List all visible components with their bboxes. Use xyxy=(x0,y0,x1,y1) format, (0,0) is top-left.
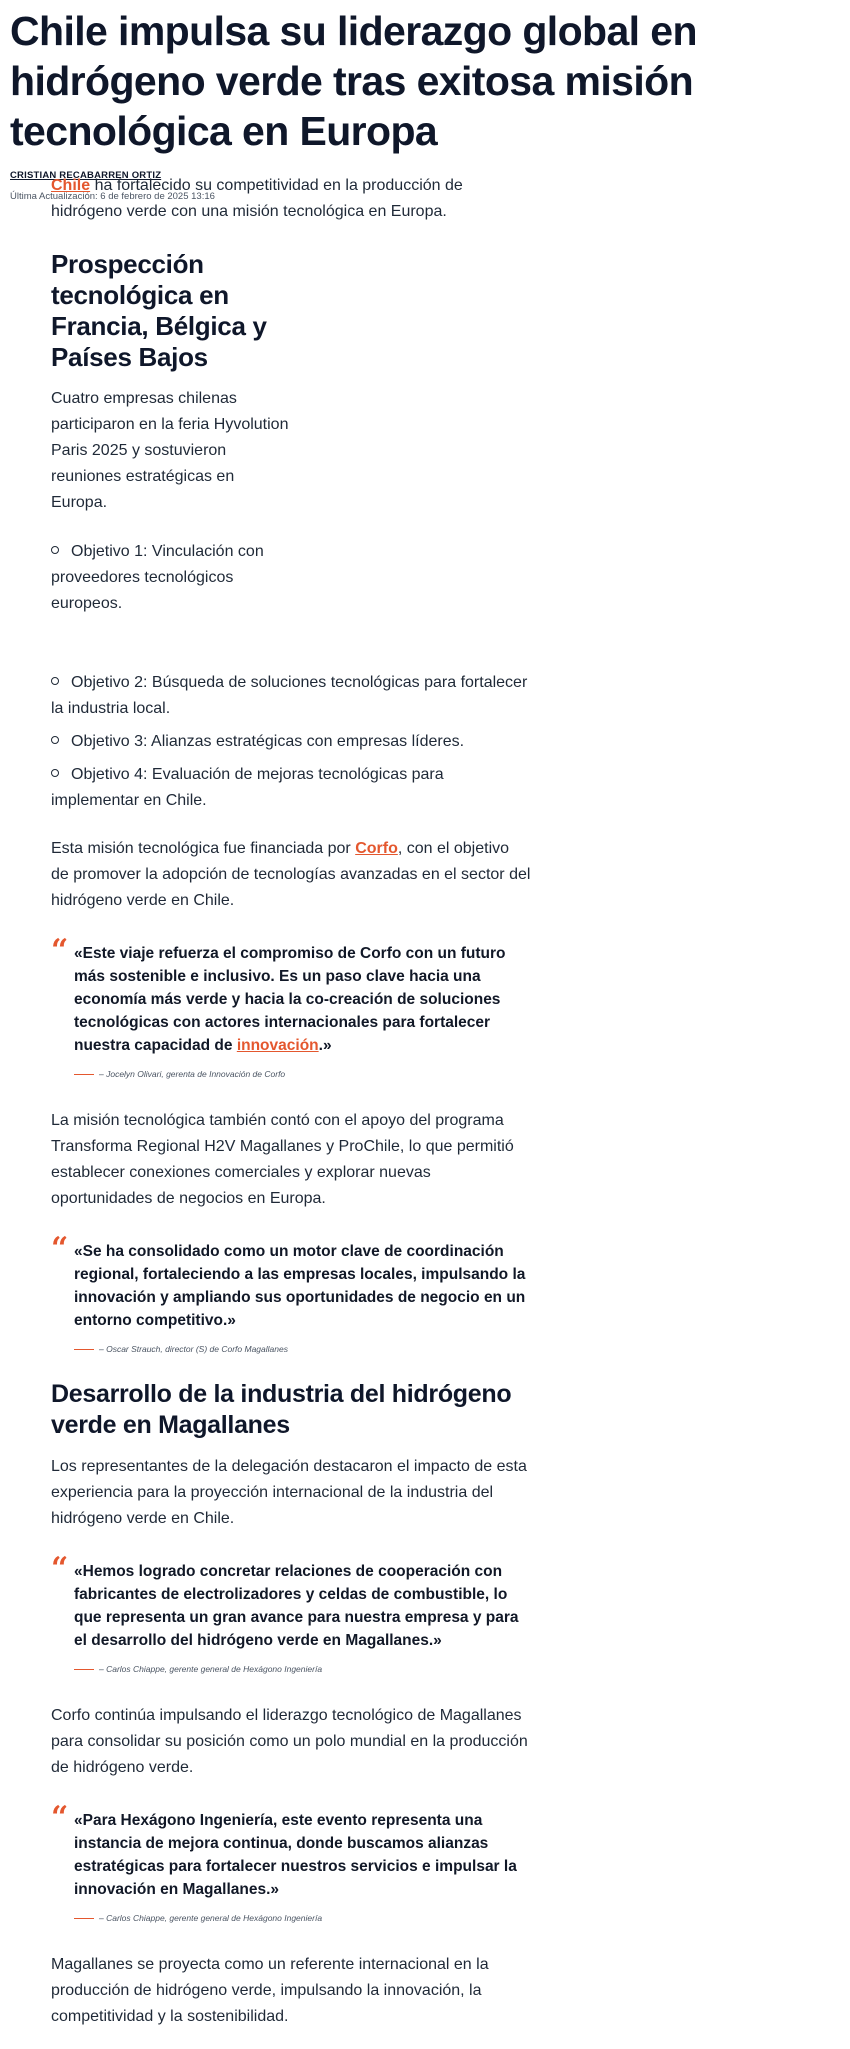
objective-list-2 xyxy=(51,670,531,814)
quote-text: «Se ha consolidado como un motor clave de coordinación regional, fortaleciendo a las empresas locales, impulsando la innovación y ampliando sus oportunidades de negocio en un entorno competitivo.» xyxy=(74,1243,526,1329)
corfo-link[interactable]: Corfo xyxy=(355,840,398,857)
article-header xyxy=(0,0,850,202)
support-paragraph: La misión tecnológica también contó con el apoyo del programa Transforma Regional H2V Magallanes y ProChile, lo que permitió establecer conexiones comerciales y explorar nuevas oportunidades de negocios en Europa. xyxy=(51,1112,514,1207)
quote-text: «Hemos logrado concretar relaciones de cooperación con fabricantes de electrolizadores y celdas de combustible, lo que representa un gran avance para nuestra empresa y para el desarrollo del hidrógeno verde en Magallanes.» xyxy=(74,1563,519,1649)
quote-text: «Este viaje refuerza el compromiso de Corfo con un futuro más sostenible e inclusivo. Es un paso clave hacia una economía más verde y hacia la co-creación de soluciones tecnológicas con actores internacionales para fortalecer nuestra capacidad de innovación.» xyxy=(74,945,506,1054)
quote-text: «Para Hexágono Ingeniería, este evento representa una instancia de mejora continua, donde buscamos alianzas estratégicas para fortalecer nuestros servicios e impulsar la innovación en Magallanes.» xyxy=(74,1812,517,1898)
intro-paragraph xyxy=(51,173,531,225)
quote-attribution: – Carlos Chiappe, gerente general de Hexágono Ingeniería xyxy=(51,1664,531,1674)
corfo-paragraph: Corfo continúa impulsando el liderazgo tecnológico de Magallanes para consolidar su posición como un polo mundial en la producción de hidrógeno verde. xyxy=(51,1707,528,1776)
bullet-icon xyxy=(51,677,59,685)
quote-attribution: – Oscar Strauch, director (S) de Corfo Magallanes xyxy=(51,1344,531,1354)
divider xyxy=(74,1918,94,1919)
quote-block xyxy=(51,1231,531,1332)
objective-item xyxy=(51,670,531,722)
quote-block xyxy=(51,1800,531,1901)
article-body xyxy=(51,173,531,2030)
bullet-icon xyxy=(51,769,59,777)
section-heading-prospeccion: Prospección tecnológica en Francia, Bélgica y Países Bajos xyxy=(51,249,267,372)
quote-block xyxy=(51,933,531,1057)
quote-attribution: – Jocelyn Olivari, gerenta de Innovación de Corfo xyxy=(51,1069,531,1079)
bullet-icon xyxy=(51,546,59,554)
chile-link[interactable]: Chile xyxy=(51,177,91,194)
intro-text: ha fortalecido su competitividad en la producción de hidrógeno verde con una misión tecnológica en Europa. xyxy=(51,177,463,220)
section1-paragraph: Cuatro empresas chilenas participaron en la feria Hyvolution Paris 2025 y sostuvieron reuniones estratégicas en Europa. xyxy=(51,390,289,511)
quote-attribution: – Carlos Chiappe, gerente general de Hexágono Ingeniería xyxy=(51,1913,531,1923)
author-link[interactable]: CRISTIAN RECABARREN ORTIZ xyxy=(10,170,162,181)
objective-list-1 xyxy=(51,539,531,617)
objective-text: Objetivo 1: Vinculación con proveedores tecnológicos europeos. xyxy=(51,543,264,612)
objective-text: Objetivo 3: Alianzas estratégicas con empresas líderes. xyxy=(71,733,465,750)
final-paragraph: Magallanes se proyecta como un referente internacional en la producción de hidrógeno verde, impulsando la innovación, la competitividad y la sostenibilidad. xyxy=(51,1956,489,2025)
objective-item xyxy=(51,539,291,617)
objective-text: Objetivo 4: Evaluación de mejoras tecnológicas para implementar en Chile. xyxy=(51,766,444,809)
funding-text: , con el objetivo de promover la adopción de tecnologías avanzadas en el sector del hidrógeno verde en Chile. xyxy=(51,840,531,909)
quote-icon: “ xyxy=(51,1800,69,1835)
last-updated: Última Actualización: 6 de febrero de 2025 13:16 xyxy=(10,191,215,202)
quote-icon: “ xyxy=(51,933,69,968)
innovacion-link[interactable]: innovación xyxy=(236,1037,319,1054)
section2-paragraph: Los representantes de la delegación destacaron el impacto de esta experiencia para la proyección internacional de la industria del hidrógeno verde en Chile. xyxy=(51,1458,527,1527)
funding-text: Esta misión tecnológica fue financiada por xyxy=(51,840,356,857)
objective-item xyxy=(51,762,531,814)
divider xyxy=(74,1349,94,1350)
section-heading-magallanes: Desarrollo de la industria del hidrógeno verde en Magallanes xyxy=(51,1380,512,1439)
quote-icon: “ xyxy=(51,1231,69,1266)
divider xyxy=(74,1669,94,1670)
page-title: Chile impulsa su liderazgo global en hidrógeno verde tras exitosa misión tecnológica en Europa xyxy=(10,8,697,154)
funding-paragraph xyxy=(51,836,531,914)
quote-block xyxy=(51,1551,531,1652)
divider xyxy=(74,1074,94,1075)
quote-icon: “ xyxy=(51,1551,69,1586)
objective-text: Objetivo 2: Búsqueda de soluciones tecnológicas para fortalecer la industria local. xyxy=(51,674,528,717)
objective-item xyxy=(51,729,531,755)
bullet-icon xyxy=(51,736,59,744)
